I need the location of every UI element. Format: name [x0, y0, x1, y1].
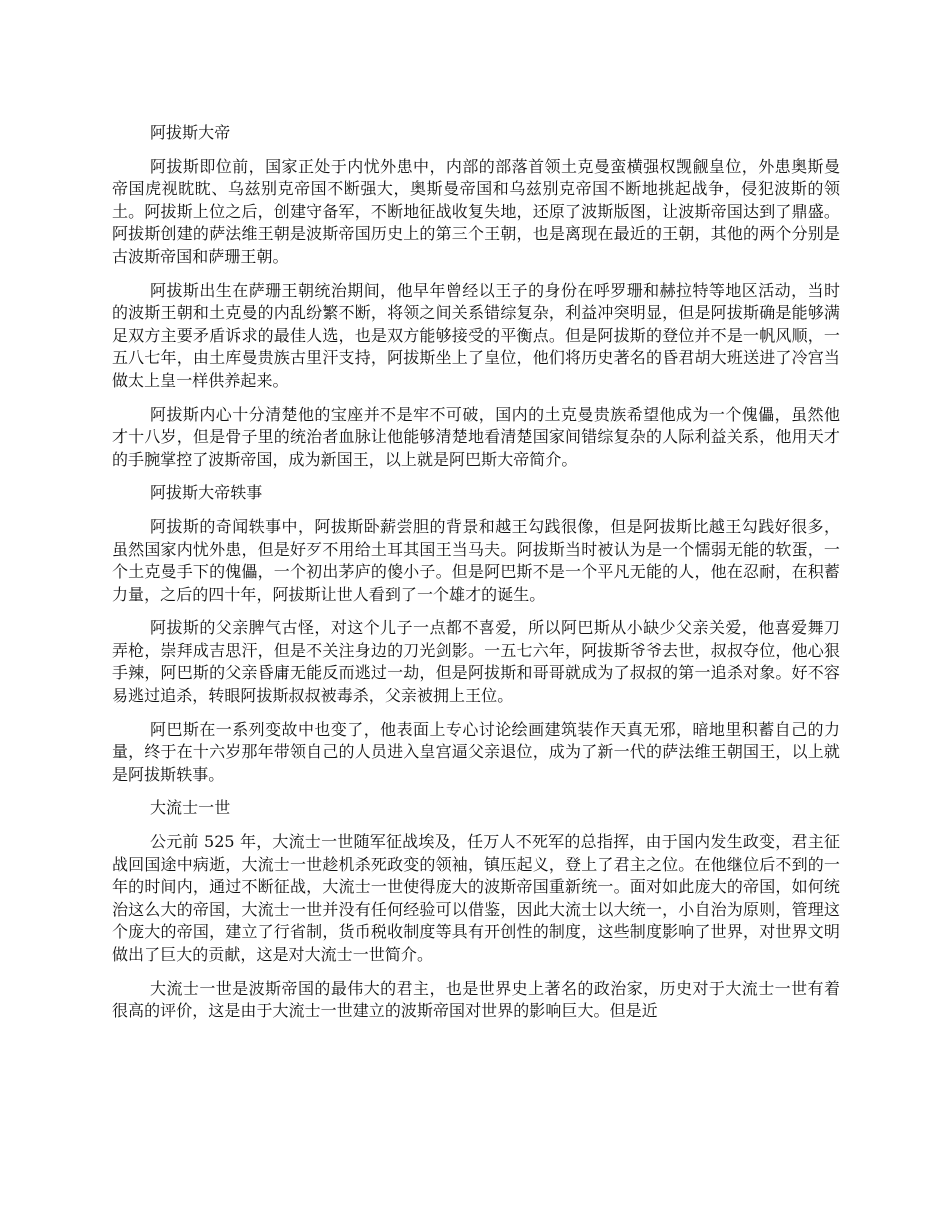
section-heading: 阿拔斯大帝轶事	[150, 483, 263, 503]
paragraph: 阿拔斯即位前，国家正处于内忧外患中，内部的部落首领土克曼蛮横强权觊觎皇位，外患奥斯曼帝国虎视眈眈、乌兹别克帝国不断强大，奥斯曼帝国和乌兹别克帝国不断地挑起战争，侵犯波斯的领土。阿拔斯上位之后，创建守备军，不断地征战收复失地，还原了波斯版图，让波斯帝国达到了鼎盛。阿拔斯创建的萨法维王朝是波斯帝国历史上的第三个王朝，也是离现在最近的王朝，其他的两个分别是古波斯帝国和萨珊王朝。	[112, 156, 840, 266]
paragraph: 阿拔斯内心十分清楚他的宝座并不是牢不可破，国内的土克曼贵族希望他成为一个傀儡，虽然他才十八岁，但是骨子里的统治者血脉让他能够清楚地看清楚国家间错综复杂的人际利益关系，他用天才的手腕掌控了波斯帝国，成为新国王，以上就是阿巴斯大帝简介。	[112, 404, 840, 469]
section-heading: 大流士一世	[150, 798, 231, 818]
paragraph: 阿拔斯的父亲脾气古怪，对这个儿子一点都不喜爱，所以阿巴斯从小缺少父亲关爱，他喜爱舞刀弄枪，崇拜成吉思汗，但是不关注身边的刀光剑影。一五七六年，阿拔斯爷爷去世，叔叔夺位，他心狠手辣，阿巴斯的父亲昏庸无能反而逃过一劫，但是阿拔斯和哥哥就成为了叔叔的第一追杀对象。好不容易逃过追杀，转眼阿拔斯叔叔被毒杀，父亲被拥上王位。	[112, 618, 840, 706]
paragraph: 阿巴斯在一系列变故中也变了，他表面上专心讨论绘画建筑装作天真无邪，暗地里积蓄自己的力量，终于在十六岁那年带领自己的人员进入皇宫逼父亲退位，成为了新一代的萨法维王朝国王，以上就是阿拔斯轶事。	[112, 719, 840, 784]
document-page	[112, 122, 840, 1034]
paragraph: 大流士一世是波斯帝国的最伟大的君主，也是世界史上著名的政治家，历史对于大流士一世有着很高的评价，这是由于大流士一世建立的波斯帝国对世界的影响巨大。但是近	[112, 978, 840, 1021]
paragraph: 阿拔斯的奇闻轶事中，阿拔斯卧薪尝胆的背景和越王勾践很像，但是阿拔斯比越王勾践好很多，虽然国家内忧外患，但是好歹不用给土耳其国王当马夫。阿拔斯当时被认为是一个懦弱无能的软蛋，一个土克曼手下的傀儡，一个初出茅庐的傻小子。但是阿巴斯不是一个平凡无能的人，他在忍耐，在积蓄力量，之后的四十年，阿拔斯让世人看到了一个雄才的诞生。	[112, 516, 840, 604]
paragraph: 公元前 525 年，大流士一世随军征战埃及，任万人不死军的总指挥，由于国内发生政变，君主征战回国途中病逝，大流士一世趁机杀死政变的领袖，镇压起义，登上了君主之位。在他继位后不到的一年的时间内，通过不断征战，大流士一世使得庞大的波斯帝国重新统一。面对如此庞大的帝国，如何统治这么大的帝国，大流士一世并没有任何经验可以借鉴，因此大流士以大统一，小自治为原则，管理这个庞大的帝国，建立了行省制，货币税收制度等具有开创性的制度，这些制度影响了世界，对世界文明做出了巨大的贡献，这是对大流士一世简介。	[112, 832, 840, 964]
paragraph: 阿拔斯出生在萨珊王朝统治期间，他早年曾经以王子的身份在呼罗珊和赫拉特等地区活动，当时的波斯王朝和土克曼的内乱纷繁不断，将领之间关系错综复杂，利益冲突明显，但是阿拔斯确是能够满足双方主要矛盾诉求的最佳人选，也是双方能够接受的平衡点。但是阿拔斯的登位并不是一帆风顺，一五八七年，由土库曼贵族古里汗支持，阿拔斯坐上了皇位，他们将历史著名的昏君胡大班送进了冷宫当做太上皇一样供养起来。	[112, 280, 840, 390]
section-heading: 阿拔斯大帝	[150, 123, 231, 142]
